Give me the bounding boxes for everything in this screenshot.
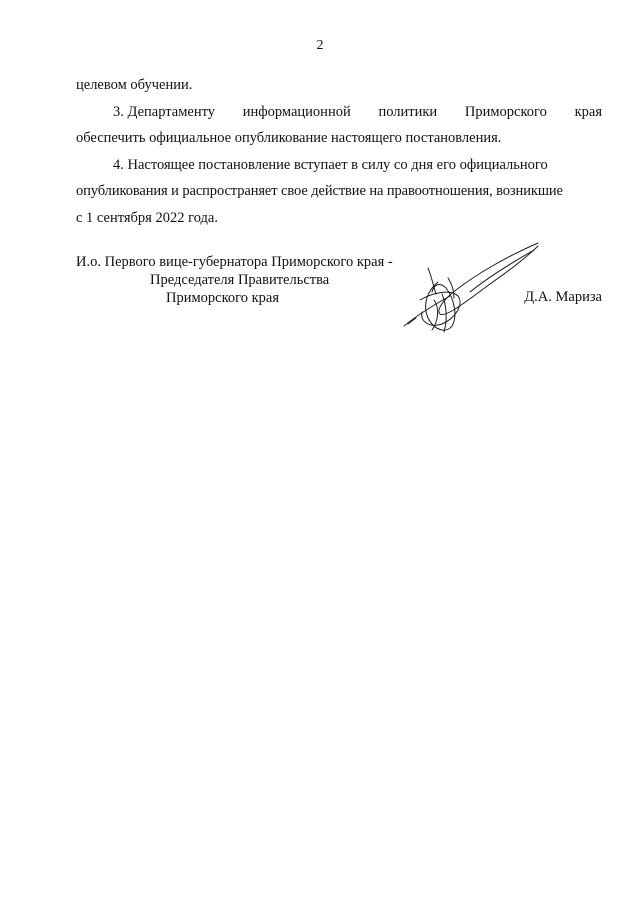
signatory-name: Д.А. Мариза bbox=[524, 289, 602, 305]
paragraph-continuation: целевом обучении. bbox=[76, 77, 193, 93]
paragraph-3-word: края bbox=[574, 103, 602, 120]
paragraph-3-line-1 bbox=[76, 99, 602, 126]
paragraph-3-word: информационной bbox=[242, 103, 351, 120]
handwritten-signature bbox=[398, 238, 548, 338]
paragraph-3-line-2: обеспечить официальное опубликование настоящего постановления. bbox=[76, 130, 502, 146]
paragraph-3-word: Приморского bbox=[464, 103, 547, 120]
signatory-title-line-3: Приморского края bbox=[166, 290, 280, 306]
signatory-title-line-2: Председателя Правительства bbox=[150, 272, 330, 288]
paragraph-3-word: политики bbox=[378, 103, 438, 120]
paragraph-3-word: 3. Департаменту bbox=[113, 103, 215, 120]
document-body bbox=[76, 72, 602, 231]
signatory-title-line-1: И.о. Первого вице-губернатора Приморского края - bbox=[76, 254, 393, 270]
paragraph-4-line-1: 4. Настоящее постановление вступает в силу со дня его официального bbox=[113, 156, 548, 173]
paragraph-4-line-2: опубликования и распространяет свое действие на правоотношения, возникшие bbox=[76, 183, 563, 199]
paragraph-4-line-3: с 1 сентября 2022 года. bbox=[76, 209, 218, 226]
page-number: 2 bbox=[316, 38, 324, 53]
